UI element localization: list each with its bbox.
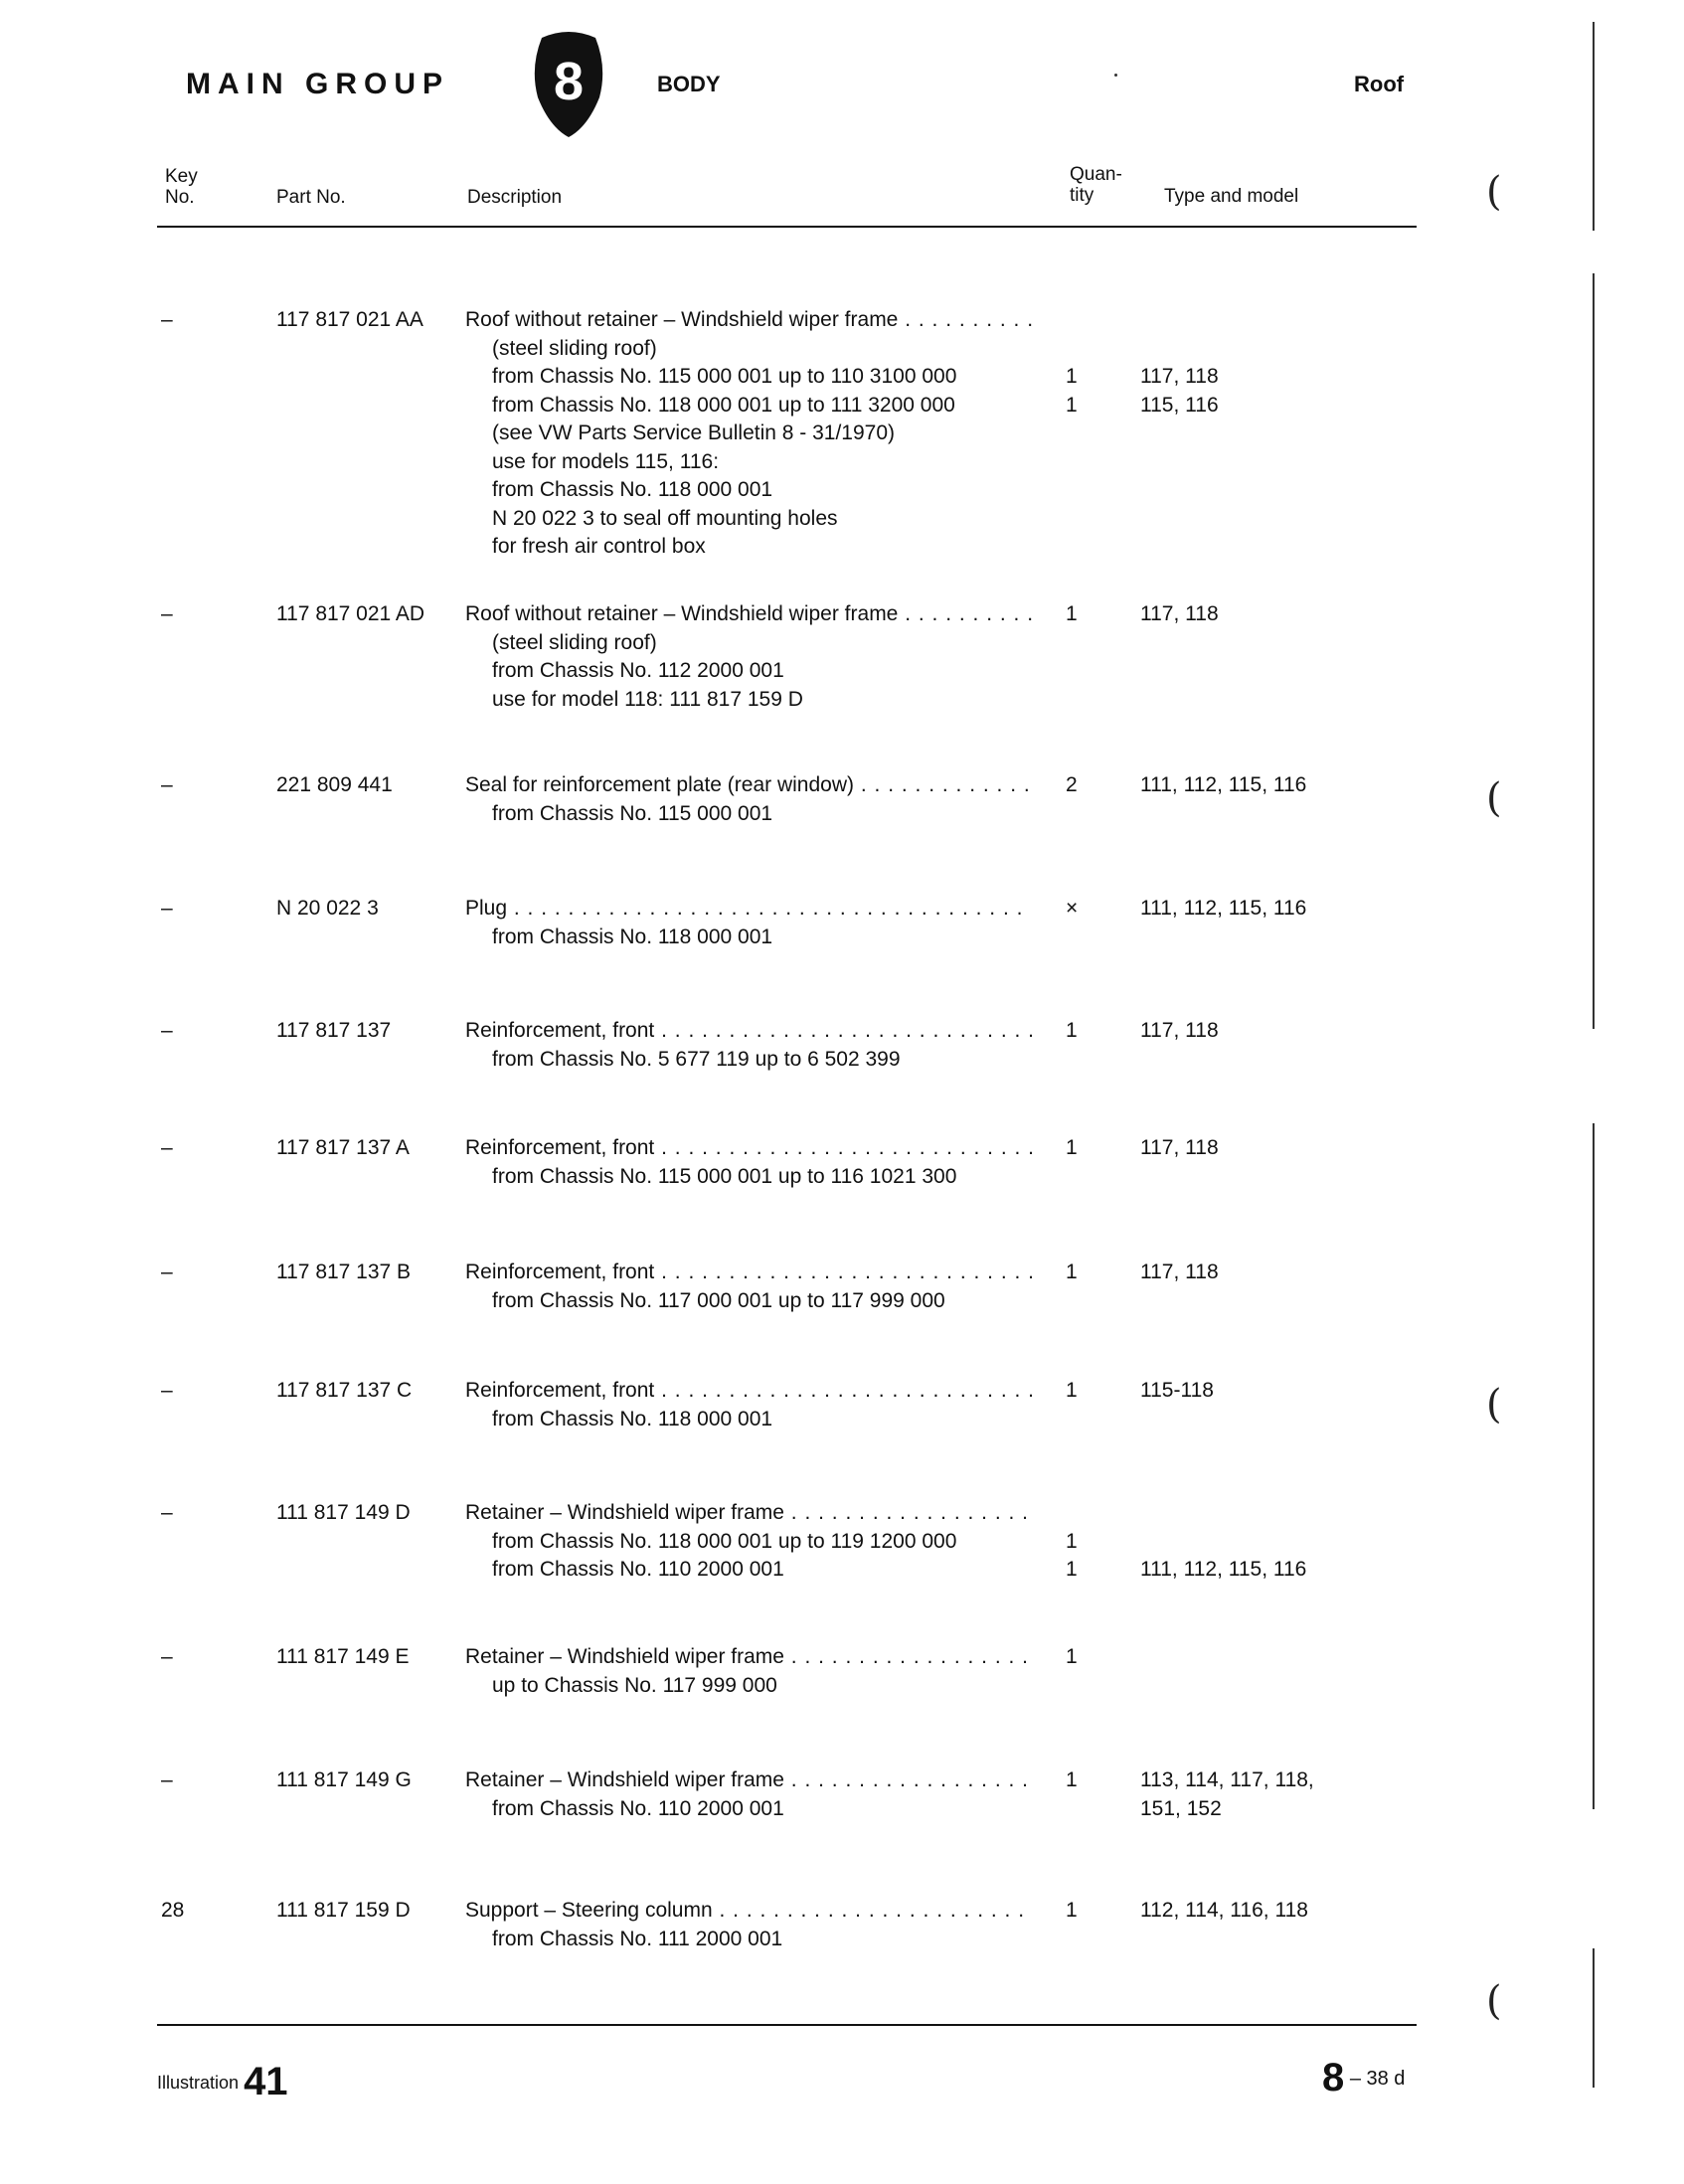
key-no: 28 [161, 1899, 185, 1922]
type-model-value: 111, 112, 115, 116 [1140, 773, 1307, 796]
key-no: – [161, 602, 173, 625]
description-subline: (steel sliding roof) [492, 630, 657, 654]
part-no: 117 817 137 [276, 1019, 392, 1042]
description-subline: from Chassis No. 118 000 001 [492, 1407, 773, 1430]
description-line: Retainer – Windshield wiper frame . . . [465, 1499, 1032, 1528]
description [465, 1259, 1032, 1315]
part-no: 111 817 149 G [276, 1768, 412, 1791]
part-no: 117 817 137 A [276, 1136, 410, 1159]
quantity-value: 1 [1066, 393, 1078, 417]
description [465, 1897, 1032, 1953]
quantity-value: × [1066, 897, 1079, 920]
description [465, 1643, 1032, 1700]
type-model-value: 115-118 [1140, 1379, 1214, 1402]
quantity-value: 1 [1066, 1558, 1078, 1581]
description [465, 306, 1032, 562]
description [465, 1499, 1032, 1585]
key-no: – [161, 1019, 173, 1042]
description-subline: for fresh air control box [492, 535, 706, 558]
type-model-value: 151, 152 [1140, 1796, 1222, 1820]
quantity-value: 1 [1066, 1899, 1078, 1922]
type-and-model [1140, 600, 1379, 629]
page-number [1322, 2056, 1405, 2100]
type-model-value: 111, 112, 115, 116 [1140, 897, 1307, 920]
description-line: Support – Steering column . . . [465, 1897, 1032, 1926]
illustration-ref [157, 2060, 288, 2104]
description-line: Retainer – Windshield wiper frame . . . [465, 1643, 1032, 1672]
quantity [1066, 1017, 1105, 1046]
quantity [1066, 1134, 1105, 1163]
description-line: Plug . . . [465, 895, 1032, 924]
illustration-number: 41 [244, 2060, 288, 2103]
quantity-value: 1 [1066, 1379, 1078, 1402]
header-rule [157, 226, 1417, 228]
description-subline: from Chassis No. 115 000 001 up to 110 3100 000 [492, 365, 957, 388]
description-subline: use for model 118: 111 817 159 D [492, 687, 803, 711]
part-no: 111 817 159 D [276, 1899, 411, 1922]
part-no: 117 817 137 C [276, 1379, 413, 1402]
body-heading: BODY [657, 72, 721, 96]
margin-paren: ( [1486, 169, 1502, 215]
type-model-value [1140, 1499, 1379, 1528]
col-description: Description [467, 187, 563, 208]
part-no: 117 817 137 B [276, 1260, 412, 1283]
margin-paren: ( [1486, 1978, 1502, 2024]
description [465, 1766, 1032, 1823]
description [465, 895, 1032, 951]
quantity-value: 1 [1066, 1260, 1078, 1283]
type-and-model [1140, 771, 1379, 800]
description [465, 1134, 1032, 1191]
key-no: – [161, 897, 173, 920]
description-subline: from Chassis No. 5 677 119 up to 6 502 399 [492, 1047, 901, 1071]
type-and-model [1140, 1897, 1379, 1926]
binding-line [1593, 273, 1595, 1029]
type-model-value: 111, 112, 115, 116 [1140, 1558, 1307, 1581]
col-type-model: Type and model [1164, 186, 1299, 207]
description-subline: from Chassis No. 118 000 001 up to 111 3200 000 [492, 393, 955, 417]
type-and-model [1140, 1377, 1379, 1406]
part-no: 117 817 021 AD [276, 602, 425, 625]
type-model-value: 117, 118 [1140, 602, 1219, 625]
quantity-value: 1 [1066, 1019, 1078, 1042]
description-subline: from Chassis No. 115 000 001 up to 116 1021 300 [492, 1164, 957, 1188]
description-subline: N 20 022 3 to seal off mounting holes [492, 506, 838, 530]
part-no: 221 809 441 [276, 773, 393, 796]
type-and-model [1140, 1643, 1379, 1672]
part-no: 117 817 021 AA [276, 308, 423, 331]
col-part-no: Part No. [276, 187, 346, 208]
key-no: – [161, 773, 173, 796]
description-subline: (steel sliding roof) [492, 336, 657, 360]
quantity [1066, 1259, 1105, 1287]
type-model-value: 117, 118 [1140, 1019, 1219, 1042]
description-line: Reinforcement, front . . . [465, 1134, 1032, 1163]
description-subline: (see VW Parts Service Bulletin 8 - 31/1970) [492, 421, 896, 444]
main-group-title: MAIN GROUP [186, 68, 449, 100]
quantity-value: 1 [1066, 1529, 1078, 1553]
description-subline: use for models 115, 116: [492, 449, 720, 473]
part-no: 111 817 149 E [276, 1645, 410, 1668]
type-model-value [1140, 306, 1379, 335]
col-key-no: Key No. [165, 166, 198, 208]
key-no: – [161, 1768, 173, 1791]
type-model-value: 117, 118 [1140, 1260, 1219, 1283]
quantity [1066, 1499, 1105, 1585]
key-no: – [161, 1379, 173, 1402]
quantity-value: 1 [1066, 365, 1078, 388]
description-subline: from Chassis No. 118 000 001 [492, 924, 773, 948]
description-subline: from Chassis No. 112 2000 001 [492, 659, 784, 682]
footer-rule [157, 2024, 1417, 2026]
margin-paren: ( [1486, 1382, 1502, 1428]
group-number: 8 [553, 52, 585, 111]
description-line: Reinforcement, front . . . [465, 1259, 1032, 1287]
quantity [1066, 1897, 1105, 1926]
description-line: Roof without retainer – Windshield wiper frame . . . [465, 600, 1032, 629]
quantity [1066, 1766, 1105, 1795]
description-subline: from Chassis No. 110 2000 001 [492, 1558, 784, 1581]
type-and-model [1140, 1499, 1379, 1585]
type-model-value [1140, 1643, 1379, 1672]
description-subline: up to Chassis No. 117 999 000 [492, 1673, 777, 1697]
description-subline: from Chassis No. 118 000 001 up to 119 1200 000 [492, 1529, 957, 1553]
quantity [1066, 895, 1105, 924]
quantity-value [1066, 335, 1105, 364]
binding-line [1593, 1123, 1595, 1809]
part-no: 111 817 149 D [276, 1501, 411, 1524]
description-subline: from Chassis No. 110 2000 001 [492, 1796, 784, 1820]
description-line: Reinforcement, front . . . [465, 1377, 1032, 1406]
quantity [1066, 1643, 1105, 1672]
binding-line [1593, 22, 1595, 231]
type-and-model [1140, 1766, 1379, 1823]
description-subline: from Chassis No. 111 2000 001 [492, 1927, 783, 1950]
quantity-value: 1 [1066, 602, 1078, 625]
quantity [1066, 306, 1105, 420]
description-subline: from Chassis No. 117 000 001 up to 117 999 000 [492, 1288, 945, 1312]
type-model-value: 112, 114, 116, 118 [1140, 1899, 1308, 1922]
speck [1114, 74, 1117, 77]
part-no: N 20 022 3 [276, 897, 379, 920]
quantity-value [1066, 306, 1105, 335]
description-line: Roof without retainer – Windshield wiper frame . . . [465, 306, 1032, 335]
description-line: Reinforcement, front . . . [465, 1017, 1032, 1046]
type-model-value [1140, 1528, 1379, 1557]
type-model-value: 117, 118 [1140, 1136, 1219, 1159]
binding-line [1593, 1948, 1595, 2088]
section-title: Roof [1354, 72, 1405, 96]
illustration-label: Illustration [157, 2073, 240, 2093]
type-and-model [1140, 1259, 1379, 1287]
description-subline: from Chassis No. 118 000 001 [492, 478, 773, 501]
quantity-value [1066, 1499, 1105, 1528]
key-no: – [161, 1260, 173, 1283]
group-number-badge [528, 28, 609, 139]
key-no: – [161, 308, 173, 331]
quantity-value: 1 [1066, 1768, 1078, 1791]
key-no: – [161, 1501, 173, 1524]
quantity [1066, 600, 1105, 629]
page-minor: – 38 d [1349, 2068, 1406, 2090]
type-and-model [1140, 1017, 1379, 1046]
quantity-value: 1 [1066, 1645, 1078, 1668]
type-and-model [1140, 1134, 1379, 1163]
description [465, 1017, 1032, 1074]
page-major: 8 [1322, 2056, 1345, 2100]
key-no: – [161, 1645, 173, 1668]
type-model-value: 115, 116 [1140, 393, 1219, 417]
description-line: Seal for reinforcement plate (rear window) . . . [465, 771, 1032, 800]
quantity [1066, 1377, 1105, 1406]
type-and-model [1140, 306, 1379, 420]
quantity-value: 2 [1066, 773, 1078, 796]
quantity-value: 1 [1066, 1136, 1078, 1159]
key-no: – [161, 1136, 173, 1159]
type-model-value: 117, 118 [1140, 365, 1219, 388]
quantity [1066, 771, 1105, 800]
type-and-model [1140, 895, 1379, 924]
description [465, 1377, 1032, 1433]
type-model-value: 113, 114, 117, 118, [1140, 1768, 1314, 1791]
type-model-value [1140, 335, 1379, 364]
description-line: Retainer – Windshield wiper frame . . . [465, 1766, 1032, 1795]
col-quantity: Quan- tity [1070, 164, 1122, 206]
description-subline: from Chassis No. 115 000 001 [492, 801, 773, 825]
description [465, 771, 1032, 828]
margin-paren: ( [1486, 775, 1502, 821]
description [465, 600, 1032, 714]
